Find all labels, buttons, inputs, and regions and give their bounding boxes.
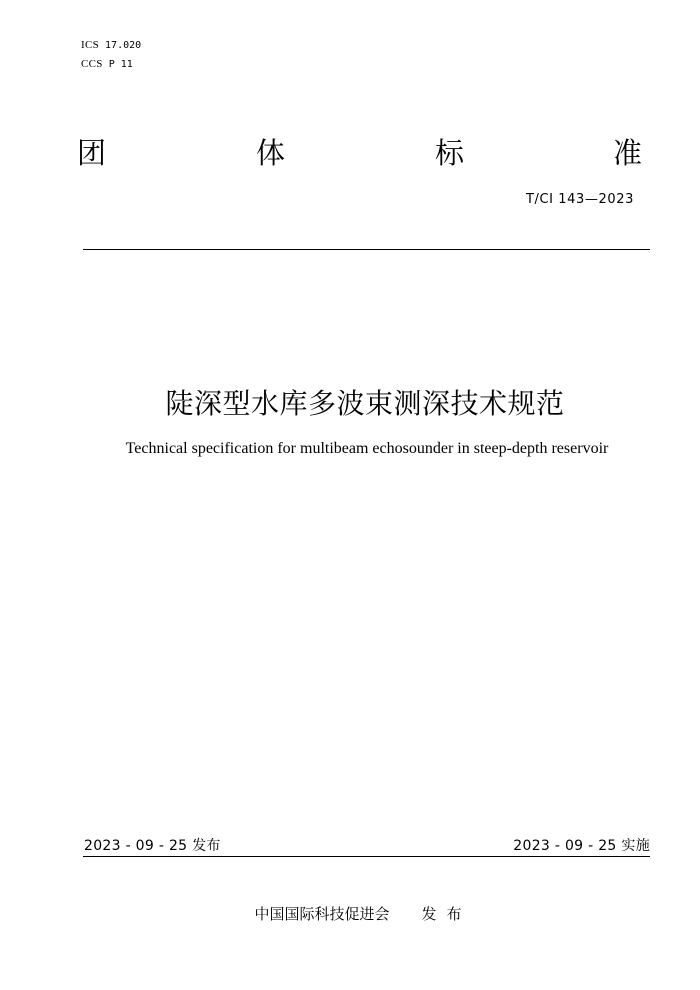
publisher-line bbox=[0, 903, 700, 924]
ccs-line bbox=[81, 52, 133, 71]
standard-type-char-4: 准 bbox=[613, 136, 643, 170]
standard-code: T/CI 143—2023 bbox=[525, 192, 634, 207]
ics-line bbox=[81, 33, 141, 52]
publisher-action-char-2: 布 bbox=[446, 905, 462, 923]
title-chinese: 陡深型水库多波束测深技术规范 bbox=[165, 387, 565, 420]
standard-type-char-2: 体 bbox=[256, 136, 286, 170]
standard-type-char-1: 团 bbox=[77, 136, 107, 170]
standard-type-char-3: 标 bbox=[435, 136, 465, 170]
publish-date: 2023 - 09 - 25 发布 bbox=[84, 838, 221, 854]
title-english: Technical specification for multibeam echosounder in steep-depth reservoir bbox=[125, 440, 609, 457]
ics-label: ICS bbox=[81, 39, 100, 51]
publisher-organization: 中国国际科技促进会 bbox=[254, 905, 390, 923]
ccs-label: CCS bbox=[81, 58, 103, 70]
implement-date: 2023 - 09 - 25 实施 bbox=[513, 838, 650, 854]
top-divider bbox=[83, 249, 650, 250]
publisher-action-char-1: 发 bbox=[421, 905, 437, 923]
ccs-value: P 11 bbox=[108, 59, 133, 70]
ics-value: 17.020 bbox=[105, 40, 142, 51]
bottom-divider bbox=[83, 856, 650, 857]
